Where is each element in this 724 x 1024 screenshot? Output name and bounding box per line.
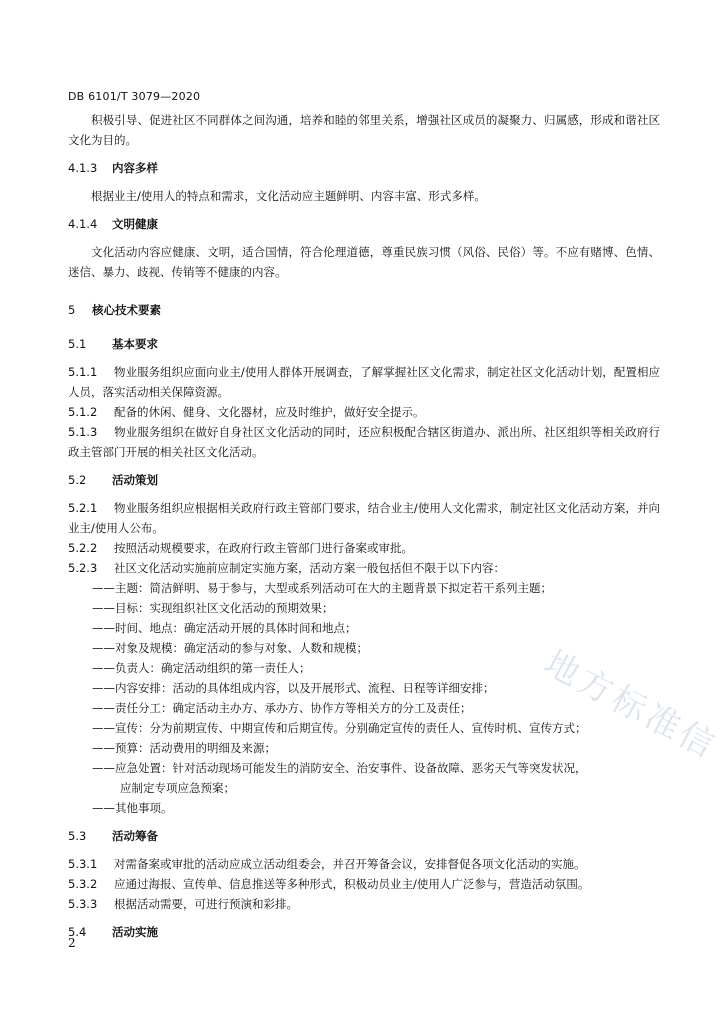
heading-number: 4.1.3 (68, 161, 98, 175)
clause-number: 5.3.1 (68, 857, 98, 871)
heading-number: 5.4 (68, 925, 87, 939)
spacer (68, 818, 660, 826)
clause-text: 对需备案或审批的活动应成立活动组委会，并召开筹备会议，安排督促各项文化活动的实施。 (114, 857, 586, 871)
document-code: DB 6101/T 3079—2020 (68, 90, 201, 103)
heading-number: 5.1 (68, 337, 87, 351)
clause-text: 应通过海报、宣传单、信息推送等多种形式，积极动员业主/使用人广泛参与，营造活动氛围。 (114, 877, 590, 891)
clause-number: 5.1.1 (68, 365, 98, 379)
section-heading (68, 826, 660, 846)
document-body (68, 110, 660, 942)
spacer (68, 462, 660, 470)
section-heading (68, 470, 660, 490)
list-item: ——应急处置：针对活动现场可能发生的消防安全、治安事件、设备故障、恶劣天气等突发状况， (92, 761, 587, 775)
spacer (68, 206, 660, 214)
clause-text: 配备的休闲、健身、文化器材，应及时维护，做好安全提示。 (114, 405, 425, 419)
section-heading (68, 922, 660, 942)
list-item: ——预算：活动费用的明细及来源； (92, 741, 276, 755)
clause-number: 5.3.2 (68, 877, 98, 891)
clause-number: 5.2.3 (68, 561, 98, 575)
section-heading (68, 334, 660, 354)
heading-title: 活动实施 (112, 925, 158, 939)
list-item: ——宣传：分为前期宣传、中期宣传和后期宣传。分别确定宣传的责任人、宣传时机、宣传方式； (92, 721, 587, 735)
paragraph: 积极引导、促进社区不同群体之间沟通，培养和睦的邻里关系，增强社区成员的凝聚力、归属感，形成和谐社区文化为目的。 (68, 113, 660, 147)
clause (68, 894, 660, 914)
clause (68, 422, 660, 462)
clause-text: 社区文化活动实施前应制定实施方案，活动方案一般包括但不限于以下内容： (114, 561, 505, 575)
section-heading (68, 300, 660, 320)
list-item: ——时间、地点：确定活动开展的具体时间和地点； (92, 621, 357, 635)
spacer (68, 846, 660, 854)
list-item: ——内容安排：活动的具体组成内容，以及开展形式、流程、日程等详细安排； (92, 681, 495, 695)
clause-text: 物业服务组织应根据相关政府行政主管部门要求，结合业主/使用人文化需求，制定社区文化活动方案，并向业主/使用人公布。 (68, 501, 660, 535)
heading-title: 文明健康 (112, 217, 158, 231)
spacer (68, 490, 660, 498)
heading-title: 内容多样 (112, 161, 158, 175)
spacer (68, 234, 660, 242)
list-item: ——目标：实现组织社区文化活动的预期效果； (92, 601, 334, 615)
list-item: ——主题：简洁鲜明、易于参与，大型或系列活动可在大的主题背景下拟定若干系列主题； (92, 581, 552, 595)
heading-title: 活动策划 (112, 473, 158, 487)
heading-number: 5.2 (68, 473, 87, 487)
heading-number: 5 (68, 303, 76, 317)
clause (68, 362, 660, 402)
clause-number: 5.1.2 (68, 405, 98, 419)
clause-number: 5.2.2 (68, 541, 98, 555)
clause-text: 物业服务组织在做好自身社区文化活动的同时，还应积极配合辖区街道办、派出所、社区组织等相关政府行政主管部门开展的相关社区文化活动。 (68, 425, 660, 459)
watermark: 地方标准信 (537, 643, 724, 768)
spacer (68, 320, 660, 334)
clause (68, 498, 660, 538)
clause-text: 物业服务组织应面向业主/使用人群体开展调查，了解掌握社区文化需求，制定社区文化活动计划，配置相应人员，落实活动相关保障资源。 (68, 365, 660, 399)
clause-text: 按照活动规模要求，在政府行政主管部门进行备案或审批。 (114, 541, 413, 555)
spacer (68, 282, 660, 300)
page-number: 2 (68, 936, 76, 950)
clause (68, 402, 660, 422)
clause-number: 5.3.3 (68, 897, 98, 911)
heading-number: 5.3 (68, 829, 87, 843)
list-item-continuation: 应制定专项应急预案； (120, 781, 235, 795)
heading-title: 基本要求 (112, 337, 158, 351)
list-item: ——其他事项。 (92, 801, 173, 815)
section-heading (68, 214, 660, 234)
heading-number: 4.1.4 (68, 217, 98, 231)
spacer (68, 178, 660, 186)
clause-number: 5.1.3 (68, 425, 98, 439)
list-item: ——对象及规模：确定活动的参与对象、人数和规模； (92, 641, 368, 655)
paragraph: 根据业主/使用人的特点和需求，文化活动应主题鲜明、内容丰富、形式多样。 (91, 189, 486, 203)
spacer (68, 914, 660, 922)
section-heading (68, 158, 660, 178)
heading-title: 核心技术要素 (92, 303, 161, 317)
list-item: ——责任分工：确定活动主办方、承办方、协作方等相关方的分工及责任； (92, 701, 472, 715)
spacer (68, 354, 660, 362)
spacer (68, 150, 660, 158)
clause (68, 854, 660, 874)
list-item: ——负责人：确定活动组织的第一责任人； (92, 661, 311, 675)
clause-text: 根据活动需要，可进行预演和彩排。 (114, 897, 298, 911)
heading-title: 活动筹备 (112, 829, 158, 843)
clause-number: 5.2.1 (68, 501, 98, 515)
clause (68, 874, 660, 894)
paragraph: 文化活动内容应健康、文明，适合国情，符合伦理道德，尊重民族习惯（风俗、民俗）等。不应有赌博、色情、迷信、暴力、歧视、传销等不健康的内容。 (68, 245, 660, 279)
clause (68, 558, 660, 578)
clause (68, 538, 660, 558)
